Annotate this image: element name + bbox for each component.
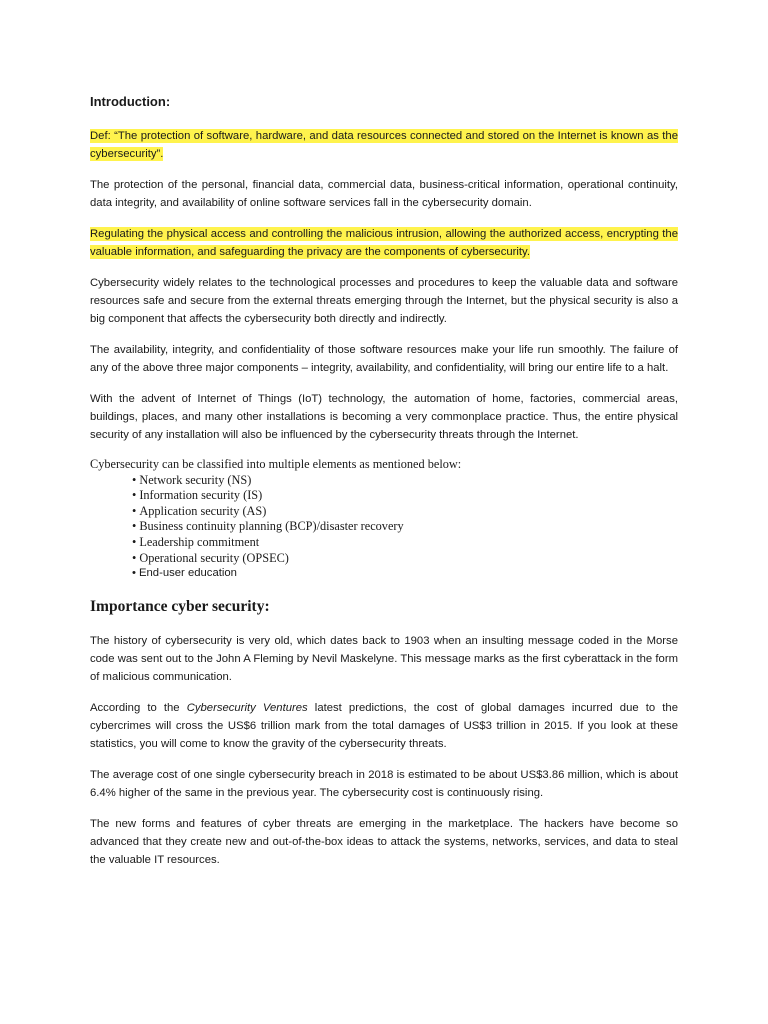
bullet-icon: •	[132, 503, 137, 518]
bullet-icon: •	[132, 519, 137, 534]
intro-paragraph-5: With the advent of Internet of Things (IoT) technology, the automation of home, factories, commercial areas, buildings, places, and many other installations is becoming a very commonplace practice. Thus, the entire physical security of any installation will also be influenced by the cybersecurity threats through the Internet.	[90, 393, 678, 441]
list-item	[132, 473, 678, 489]
intro-paragraph-3: Cybersecurity widely relates to the technological processes and procedures to keep the valuable data and software resources safe and secure from the external threats emerging through the Internet, but the physical security is also a big component that affects the cybersecurity both directly and indirectly.	[90, 277, 678, 325]
bullet-icon: •	[132, 472, 137, 487]
bullet-icon: •	[132, 488, 137, 503]
bullet-icon: •	[132, 550, 137, 565]
importance-paragraph-3: The average cost of one single cybersecurity breach in 2018 is estimated to be about US$3.86 million, which is about 6.4% higher of the same in the previous year. The cybersecurity cost is continuously rising.	[90, 768, 678, 799]
elements-section	[90, 457, 678, 582]
list-item-label: Leadership commitment	[139, 534, 260, 549]
importance-paragraph-2	[90, 699, 678, 753]
bullet-icon: •	[132, 567, 136, 580]
list-item	[132, 535, 678, 551]
definition-paragraph	[90, 127, 678, 163]
intro-paragraph-4: The availability, integrity, and confidentiality of those software resources make your life run smoothly. The failure of any of the above three major components – integrity, availability, and confidentiality, will bring our entire life to a halt.	[90, 344, 678, 374]
list-item-label: Business continuity planning (BCP)/disaster recovery	[139, 519, 404, 534]
list-item	[132, 519, 678, 535]
list-item-label: Application security (AS)	[139, 503, 267, 518]
intro-paragraph-1: The protection of the personal, financial data, commercial data, business-critical information, operational continuity, data integrity, and availability of online software services fall in the cybersecurity domain.	[90, 179, 678, 209]
list-item-label: Operational security (OPSEC)	[139, 550, 289, 565]
list-item-label: End-user education	[138, 567, 237, 580]
list-item	[132, 566, 678, 582]
importance-paragraph-2-start: According to the	[90, 701, 187, 714]
list-item	[132, 488, 678, 504]
introduction-heading: Introduction:	[90, 94, 171, 109]
source-name: Cybersecurity Ventures	[186, 701, 308, 714]
importance-heading: Importance cyber security:	[90, 597, 270, 615]
list-item	[132, 551, 678, 567]
list-item-label: Information security (IS)	[139, 488, 263, 503]
elements-lead: Cybersecurity can be classified into multiple elements as mentioned below:	[90, 457, 462, 471]
list-item	[132, 504, 678, 520]
intro-paragraph-2	[90, 225, 678, 261]
components-highlight: Regulating the physical access and controlling the malicious intrusion, allowing the authorized access, encrypting the valuable information, and safeguarding the privacy are the components of cybersecurity.	[90, 228, 678, 258]
definition-highlight: Def: “The protection of software, hardware, and data resources connected and stored on the Internet is known as the cybersecurity”.	[90, 130, 678, 160]
list-item-label: Network security (NS)	[139, 472, 252, 487]
importance-paragraph-1: The history of cybersecurity is very old, which dates back to 1903 when an insulting message coded in the Morse code was sent out to the John A Fleming by Nevil Maskelyne. This message marks as the first cyberattack in the form of malicious communication.	[90, 634, 678, 683]
elements-list	[90, 473, 678, 582]
bullet-icon: •	[132, 534, 137, 549]
importance-paragraph-2-end: latest predictions, the cost of global damages incurred due to the cybercrimes will cross the US$6 trillion mark from the total damages of US$3 trillion in 2015. If you look at these statistics, you will come to know the gravity of the cybersecurity threats.	[90, 701, 678, 750]
importance-paragraph-4: The new forms and features of cyber threats are emerging in the marketplace. The hackers have become so advanced that they create new and out-of-the-box ideas to attack the systems, networks, services, and data to steal the valuable IT resources.	[90, 817, 678, 866]
